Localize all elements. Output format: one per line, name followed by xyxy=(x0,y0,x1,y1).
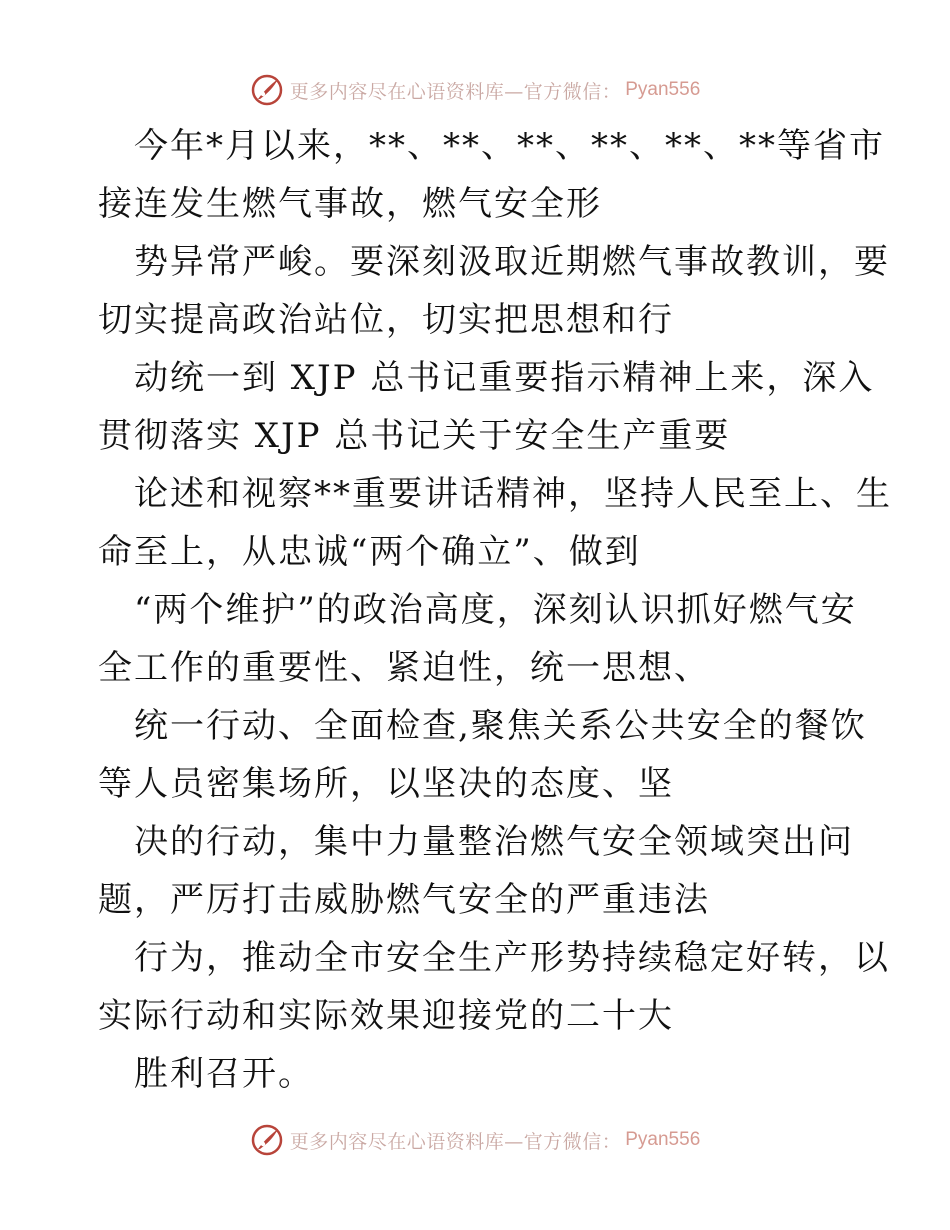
footer-watermark xyxy=(0,1122,950,1158)
text-line: 接连发生燃气事故，燃气安全形 xyxy=(98,184,602,224)
text-line: 命至上，从忠诚“两个确立”、做到 xyxy=(98,532,641,572)
watermark-text: 更多内容尽在心语资料库—官方微信： xyxy=(289,80,622,103)
text-line: 切实提高政治站位，切实把思想和行 xyxy=(98,300,674,340)
header-watermark xyxy=(0,72,950,108)
text-line: 决的行动，集中力量整治燃气安全领域突出问 xyxy=(134,822,854,862)
text-line: 论述和视察**重要讲话精神，坚持人民至上、生 xyxy=(134,474,892,514)
watermark-wechat-id: Pyan556 xyxy=(625,79,701,100)
text-line: 等人员密集场所，以坚决的态度、坚 xyxy=(98,764,674,804)
watermark-text: 更多内容尽在心语资料库—官方微信： xyxy=(289,1130,622,1153)
quill-logo-icon xyxy=(250,73,284,107)
text-line: 统一行动、全面检查,聚焦关系公共安全的餐饮 xyxy=(134,706,867,746)
text-line: 今年*月以来，**、**、**、**、**、**等省市 xyxy=(134,126,885,166)
text-line: 动统一到 XJP 总书记重要指示精神上来，深入 xyxy=(134,358,875,398)
text-line: 全工作的重要性、紧迫性，统一思想、 xyxy=(98,648,710,688)
text-line: 胜利召开。 xyxy=(134,1054,314,1094)
text-line: 势异常严峻。要深刻汲取近期燃气事故教训，要 xyxy=(134,242,890,282)
text-line: 贯彻落实 XJP 总书记关于安全生产重要 xyxy=(98,416,731,456)
text-line: “两个维护”的政治高度，深刻认识抓好燃气安 xyxy=(134,590,857,630)
quill-logo-icon xyxy=(250,1123,284,1157)
text-line: 行为，推动全市安全生产形势持续稳定好转，以 xyxy=(134,938,890,978)
watermark-wechat-id: Pyan556 xyxy=(625,1129,701,1150)
text-line: 实际行动和实际效果迎接党的二十大 xyxy=(98,996,674,1036)
text-line: 题，严厉打击威胁燃气安全的严重违法 xyxy=(98,880,710,920)
